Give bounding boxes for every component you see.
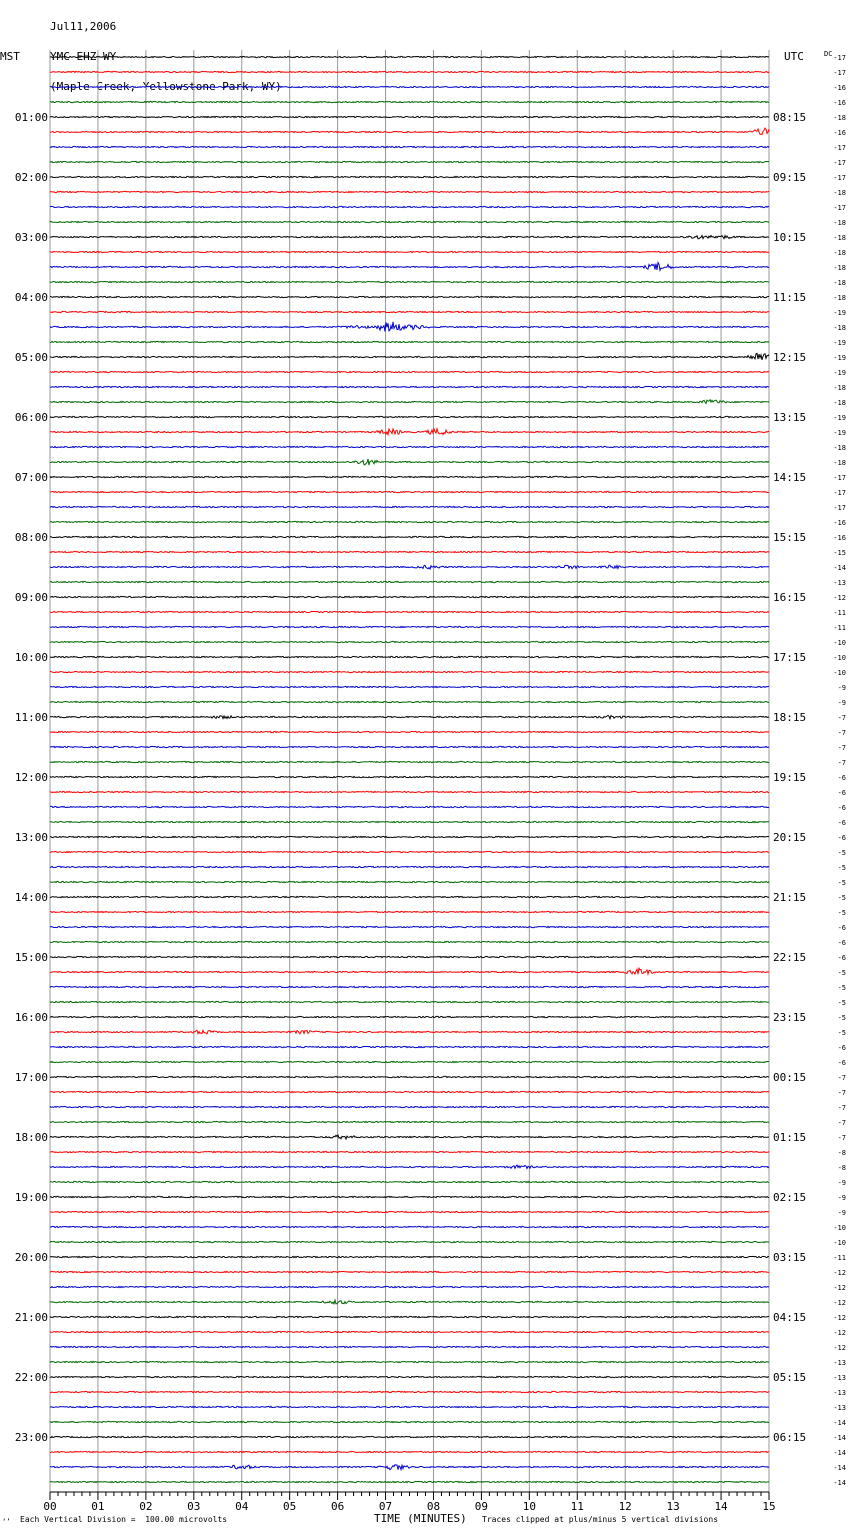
seismic-trace bbox=[50, 776, 769, 777]
dc-offset-label: -10 bbox=[833, 669, 846, 677]
seismic-trace bbox=[50, 128, 769, 135]
seismic-trace bbox=[50, 1376, 769, 1377]
dc-offset-label: -14 bbox=[833, 1464, 846, 1472]
left-hour-label: 15:00 bbox=[14, 951, 48, 964]
left-hour-label: 01:00 bbox=[14, 111, 48, 124]
seismic-trace bbox=[50, 429, 769, 435]
seismic-trace bbox=[50, 221, 769, 222]
seismic-trace bbox=[50, 176, 769, 177]
seismic-trace bbox=[50, 866, 769, 867]
seismic-trace bbox=[50, 1196, 769, 1197]
dc-offset-label: -8 bbox=[837, 1164, 846, 1172]
seismic-trace bbox=[50, 1030, 769, 1034]
dc-offset-label: -18 bbox=[833, 324, 846, 332]
seismic-trace bbox=[50, 986, 769, 987]
seismic-trace bbox=[50, 1226, 769, 1227]
seismic-trace bbox=[50, 521, 769, 522]
seismic-trace bbox=[50, 626, 769, 627]
seismic-trace bbox=[50, 581, 769, 582]
dc-offset-label: -14 bbox=[833, 1449, 846, 1457]
seismic-trace bbox=[50, 641, 769, 642]
right-hour-label: 08:15 bbox=[773, 111, 807, 124]
dc-offset-label: -18 bbox=[833, 219, 846, 227]
dc-offset-label: -6 bbox=[837, 1044, 846, 1052]
x-axis-title: TIME (MINUTES) bbox=[374, 1512, 467, 1525]
seismic-trace bbox=[50, 56, 769, 57]
right-hour-label: 19:15 bbox=[773, 771, 807, 784]
seismic-trace bbox=[50, 491, 769, 492]
right-hour-label: 00:15 bbox=[773, 1071, 807, 1084]
seismic-trace bbox=[50, 281, 769, 282]
dc-offset-label: -14 bbox=[833, 1479, 846, 1487]
dc-offset-label: -12 bbox=[833, 1299, 846, 1307]
dc-offset-label: -7 bbox=[837, 714, 846, 722]
dc-offset-label: -6 bbox=[837, 939, 846, 947]
seismic-trace bbox=[50, 1271, 769, 1272]
dc-offset-label: -5 bbox=[837, 999, 846, 1007]
x-tick-label: 04 bbox=[235, 1500, 249, 1513]
dc-offset-label: -12 bbox=[833, 1269, 846, 1277]
seismic-trace bbox=[50, 71, 769, 72]
dc-offset-label: -9 bbox=[837, 1209, 846, 1217]
seismic-trace bbox=[50, 1300, 769, 1304]
seismic-trace bbox=[50, 926, 769, 927]
right-hour-label: 18:15 bbox=[773, 711, 807, 724]
dc-offset-label: -11 bbox=[833, 609, 846, 617]
dc-offset-label: -19 bbox=[833, 339, 846, 347]
left-hour-label: 12:00 bbox=[14, 771, 48, 784]
dc-offset-label: -5 bbox=[837, 849, 846, 857]
dc-offset-label: -18 bbox=[833, 264, 846, 272]
seismic-trace bbox=[50, 400, 769, 404]
dc-offset-label: -16 bbox=[833, 129, 846, 137]
seismic-trace bbox=[50, 161, 769, 162]
x-tick-label: 09 bbox=[474, 1500, 489, 1513]
left-hour-label: 06:00 bbox=[14, 411, 48, 424]
right-hour-label: 23:15 bbox=[773, 1011, 807, 1024]
seismic-trace bbox=[50, 851, 769, 852]
dc-offset-label: -16 bbox=[833, 99, 846, 107]
dc-offset-label: -6 bbox=[837, 1059, 846, 1067]
seismic-trace bbox=[50, 806, 769, 807]
dc-offset-label: -12 bbox=[833, 594, 846, 602]
dc-offset-label: -7 bbox=[837, 1089, 846, 1097]
seismic-trace bbox=[50, 611, 769, 612]
seismic-trace bbox=[50, 1091, 769, 1092]
seismic-trace bbox=[50, 836, 769, 837]
seismic-trace bbox=[50, 476, 769, 477]
seismic-trace bbox=[50, 1436, 769, 1437]
seismic-trace bbox=[50, 1421, 769, 1422]
seismic-trace bbox=[50, 911, 769, 912]
dc-offset-label: -5 bbox=[837, 1029, 846, 1037]
seismic-trace bbox=[50, 565, 769, 569]
seismic-trace bbox=[50, 1256, 769, 1257]
corner-glyph: ‘’ bbox=[2, 1518, 11, 1526]
dc-offset-label: -6 bbox=[837, 804, 846, 812]
date-label: Jul11,2006 bbox=[50, 20, 117, 33]
seismic-trace bbox=[50, 1016, 769, 1017]
seismic-trace bbox=[50, 1241, 769, 1242]
right-hour-label: 12:15 bbox=[773, 351, 807, 364]
x-tick-label: 01 bbox=[91, 1500, 105, 1513]
dc-offset-label: -12 bbox=[833, 1314, 846, 1322]
dc-offset-label: -18 bbox=[833, 189, 846, 197]
x-tick-label: 11 bbox=[570, 1500, 584, 1513]
dc-offset-label: -12 bbox=[833, 1344, 846, 1352]
x-tick-label: 00 bbox=[43, 1500, 57, 1513]
seismic-trace bbox=[50, 1061, 769, 1062]
dc-offset-label: -17 bbox=[833, 144, 846, 152]
right-hour-label: 16:15 bbox=[773, 591, 807, 604]
seismic-trace bbox=[50, 1181, 769, 1182]
dc-offset-label: -7 bbox=[837, 744, 846, 752]
seismic-trace bbox=[50, 956, 769, 957]
seismic-trace bbox=[50, 446, 769, 447]
dc-offset-label: -14 bbox=[833, 1434, 846, 1442]
dc-offset-label: -18 bbox=[833, 279, 846, 287]
clip-note: Traces clipped at plus/minus 5 vertical divisions bbox=[482, 1515, 719, 1524]
seismic-trace bbox=[50, 761, 769, 762]
seismic-trace bbox=[50, 416, 769, 417]
right-hour-label: 03:15 bbox=[773, 1251, 807, 1264]
seismic-trace bbox=[50, 1135, 769, 1139]
right-hour-label: 11:15 bbox=[773, 291, 807, 304]
right-hour-label: 01:15 bbox=[773, 1131, 807, 1144]
left-hour-label: 23:00 bbox=[14, 1431, 48, 1444]
left-hour-label: 20:00 bbox=[14, 1251, 48, 1264]
right-hour-label: 02:15 bbox=[773, 1191, 807, 1204]
dc-offset-label: -13 bbox=[833, 1359, 846, 1367]
dc-offset-label: -15 bbox=[833, 549, 846, 557]
seismic-trace bbox=[50, 1286, 769, 1287]
seismic-trace bbox=[50, 236, 769, 239]
dc-offset-label: -5 bbox=[837, 909, 846, 917]
dc-offset-label: -6 bbox=[837, 774, 846, 782]
seismic-trace bbox=[50, 371, 769, 372]
seismic-trace bbox=[50, 116, 769, 117]
dc-offset-label: -19 bbox=[833, 369, 846, 377]
seismic-trace bbox=[50, 715, 769, 718]
dc-offset-label: -11 bbox=[833, 1254, 846, 1262]
seismic-trace bbox=[50, 311, 769, 312]
x-tick-label: 10 bbox=[522, 1500, 536, 1513]
seismic-trace bbox=[50, 1316, 769, 1317]
dc-label: DC bbox=[824, 50, 833, 58]
left-hour-label: 02:00 bbox=[14, 171, 48, 184]
left-hour-label: 19:00 bbox=[14, 1191, 48, 1204]
dc-offset-label: -11 bbox=[833, 624, 846, 632]
dc-offset-label: -14 bbox=[833, 1419, 846, 1427]
dc-offset-label: -13 bbox=[833, 1404, 846, 1412]
dc-offset-label: -18 bbox=[833, 444, 846, 452]
dc-offset-label: -16 bbox=[833, 534, 846, 542]
left-hour-label: 17:00 bbox=[14, 1071, 48, 1084]
x-tick-label: 02 bbox=[139, 1500, 153, 1513]
seismic-trace bbox=[50, 551, 769, 552]
dc-offset-label: -6 bbox=[837, 834, 846, 842]
dc-offset-label: -9 bbox=[837, 1194, 846, 1202]
right-hour-label: 17:15 bbox=[773, 651, 807, 664]
seismic-trace bbox=[50, 896, 769, 897]
seismic-trace bbox=[50, 1331, 769, 1332]
x-tick-label: 05 bbox=[283, 1500, 297, 1513]
dc-offset-label: -16 bbox=[833, 84, 846, 92]
dc-offset-label: -10 bbox=[833, 639, 846, 647]
left-hour-label: 04:00 bbox=[14, 291, 48, 304]
left-hour-label: 09:00 bbox=[14, 591, 48, 604]
dc-offset-label: -17 bbox=[833, 69, 846, 77]
dc-offset-label: -5 bbox=[837, 894, 846, 902]
seismic-trace bbox=[50, 101, 769, 102]
seismic-trace bbox=[50, 506, 769, 507]
right-hour-label: 21:15 bbox=[773, 891, 807, 904]
dc-offset-label: -5 bbox=[837, 984, 846, 992]
seismic-trace bbox=[50, 686, 769, 687]
seismic-trace bbox=[50, 791, 769, 792]
right-hour-label: 15:15 bbox=[773, 531, 807, 544]
dc-offset-label: -7 bbox=[837, 1074, 846, 1082]
dc-offset-label: -10 bbox=[833, 654, 846, 662]
right-hour-label: 20:15 bbox=[773, 831, 807, 844]
left-hour-label: 13:00 bbox=[14, 831, 48, 844]
left-hour-label: 07:00 bbox=[14, 471, 48, 484]
seismic-trace bbox=[50, 1391, 769, 1392]
seismic-trace bbox=[50, 322, 769, 332]
dc-offset-label: -17 bbox=[833, 489, 846, 497]
dc-offset-label: -18 bbox=[833, 249, 846, 257]
seismic-trace bbox=[50, 701, 769, 702]
right-hour-label: 06:15 bbox=[773, 1431, 807, 1444]
seismic-trace bbox=[50, 596, 769, 597]
dc-offset-label: -16 bbox=[833, 519, 846, 527]
seismic-trace bbox=[50, 341, 769, 342]
dc-offset-label: -7 bbox=[837, 1119, 846, 1127]
seismic-trace bbox=[50, 1106, 769, 1107]
seismic-trace bbox=[50, 941, 769, 942]
left-hour-label: 11:00 bbox=[14, 711, 48, 724]
dc-offset-label: -9 bbox=[837, 1179, 846, 1187]
x-tick-label: 14 bbox=[714, 1500, 728, 1513]
dc-offset-label: -13 bbox=[833, 1374, 846, 1382]
seismic-trace bbox=[50, 1121, 769, 1122]
seismic-trace bbox=[50, 146, 769, 147]
seismic-trace bbox=[50, 881, 769, 882]
seismic-trace bbox=[50, 1346, 769, 1347]
x-tick-label: 03 bbox=[187, 1500, 201, 1513]
dc-offset-label: -5 bbox=[837, 969, 846, 977]
dc-offset-label: -7 bbox=[837, 729, 846, 737]
seismic-trace bbox=[50, 1211, 769, 1212]
dc-offset-label: -6 bbox=[837, 954, 846, 962]
right-hour-label: 13:15 bbox=[773, 411, 807, 424]
right-hour-label: 04:15 bbox=[773, 1311, 807, 1324]
dc-offset-label: -17 bbox=[833, 204, 846, 212]
dc-offset-label: -6 bbox=[837, 924, 846, 932]
dc-offset-label: -17 bbox=[833, 504, 846, 512]
x-tick-label: 13 bbox=[666, 1500, 680, 1513]
left-hour-label: 10:00 bbox=[14, 651, 48, 664]
dc-offset-label: -9 bbox=[837, 684, 846, 692]
left-hour-label: 16:00 bbox=[14, 1011, 48, 1024]
left-hour-label: 05:00 bbox=[14, 351, 48, 364]
dc-offset-label: -10 bbox=[833, 1224, 846, 1232]
x-tick-label: 08 bbox=[426, 1500, 441, 1513]
right-hour-label: 05:15 bbox=[773, 1371, 807, 1384]
left-hour-label: 14:00 bbox=[14, 891, 48, 904]
dc-offset-label: -9 bbox=[837, 699, 846, 707]
seismic-trace bbox=[50, 746, 769, 747]
dc-offset-label: -13 bbox=[833, 1389, 846, 1397]
scale-note: Each Vertical Division = 100.00 microvolts bbox=[20, 1515, 228, 1524]
seismic-trace bbox=[50, 1481, 769, 1482]
seismic-trace bbox=[50, 1046, 769, 1047]
left-hour-label: 22:00 bbox=[14, 1371, 48, 1384]
right-hour-label: 14:15 bbox=[773, 471, 807, 484]
left-timezone-label: MST bbox=[0, 50, 20, 63]
dc-offset-label: -8 bbox=[837, 1149, 846, 1157]
seismic-trace bbox=[50, 1361, 769, 1362]
x-tick-label: 07 bbox=[378, 1500, 393, 1513]
seismic-trace bbox=[50, 968, 769, 974]
x-tick-label: 12 bbox=[618, 1500, 632, 1513]
seismic-trace bbox=[50, 821, 769, 822]
seismic-trace bbox=[50, 536, 769, 537]
seismic-trace bbox=[50, 251, 769, 252]
dc-offset-label: -10 bbox=[833, 1239, 846, 1247]
seismic-trace bbox=[50, 353, 769, 360]
dc-offset-label: -5 bbox=[837, 1014, 846, 1022]
dc-offset-label: -18 bbox=[833, 459, 846, 467]
dc-offset-label: -12 bbox=[833, 1284, 846, 1292]
dc-offset-label: -5 bbox=[837, 879, 846, 887]
dc-offset-label: -19 bbox=[833, 309, 846, 317]
right-timezone-label: UTC bbox=[784, 50, 804, 63]
seismic-trace bbox=[50, 1465, 769, 1470]
location-label: (Maple Creek, Yellowstone Park, WY) bbox=[50, 80, 282, 93]
dc-offset-label: -17 bbox=[833, 474, 846, 482]
dc-offset-label: -18 bbox=[833, 399, 846, 407]
dc-offset-label: -18 bbox=[833, 384, 846, 392]
left-hour-label: 18:00 bbox=[14, 1131, 48, 1144]
dc-offset-label: -12 bbox=[833, 1329, 846, 1337]
seismic-trace bbox=[50, 1451, 769, 1452]
right-hour-label: 09:15 bbox=[773, 171, 807, 184]
left-hour-label: 03:00 bbox=[14, 231, 48, 244]
dc-offset-label: -14 bbox=[833, 564, 846, 572]
dc-offset-label: -7 bbox=[837, 759, 846, 767]
dc-offset-label: -6 bbox=[837, 789, 846, 797]
dc-offset-label: -19 bbox=[833, 429, 846, 437]
seismic-trace bbox=[50, 1406, 769, 1407]
dc-offset-label: -19 bbox=[833, 414, 846, 422]
dc-offset-label: -17 bbox=[833, 54, 846, 62]
dc-offset-label: -13 bbox=[833, 579, 846, 587]
right-hour-label: 22:15 bbox=[773, 951, 807, 964]
dc-offset-label: -7 bbox=[837, 1104, 846, 1112]
left-hour-label: 21:00 bbox=[14, 1311, 48, 1324]
seismic-trace bbox=[50, 671, 769, 672]
dc-offset-label: -18 bbox=[833, 114, 846, 122]
dc-offset-label: -18 bbox=[833, 294, 846, 302]
right-hour-label: 10:15 bbox=[773, 231, 807, 244]
seismic-trace bbox=[50, 1001, 769, 1002]
seismic-trace bbox=[50, 386, 769, 387]
dc-offset-label: -17 bbox=[833, 174, 846, 182]
seismic-trace bbox=[50, 86, 769, 87]
dc-offset-label: -5 bbox=[837, 864, 846, 872]
seismic-trace bbox=[50, 1165, 769, 1168]
seismic-trace bbox=[50, 296, 769, 297]
seismic-trace bbox=[50, 206, 769, 207]
dc-offset-label: -7 bbox=[837, 1134, 846, 1142]
station-label: YMC EHZ WY bbox=[50, 50, 117, 63]
seismic-trace bbox=[50, 263, 769, 271]
seismic-trace bbox=[50, 1076, 769, 1077]
dc-offset-label: -18 bbox=[833, 234, 846, 242]
seismic-trace bbox=[50, 1151, 769, 1152]
left-hour-label: 08:00 bbox=[14, 531, 48, 544]
seismic-trace bbox=[50, 459, 769, 465]
x-tick-label: 15 bbox=[762, 1500, 776, 1513]
dc-offset-label: -17 bbox=[833, 159, 846, 167]
seismic-trace bbox=[50, 656, 769, 657]
seismic-trace bbox=[50, 731, 769, 732]
dc-offset-label: -19 bbox=[833, 354, 846, 362]
dc-offset-label: -6 bbox=[837, 819, 846, 827]
seismic-trace bbox=[50, 191, 769, 192]
x-tick-label: 06 bbox=[330, 1500, 345, 1513]
